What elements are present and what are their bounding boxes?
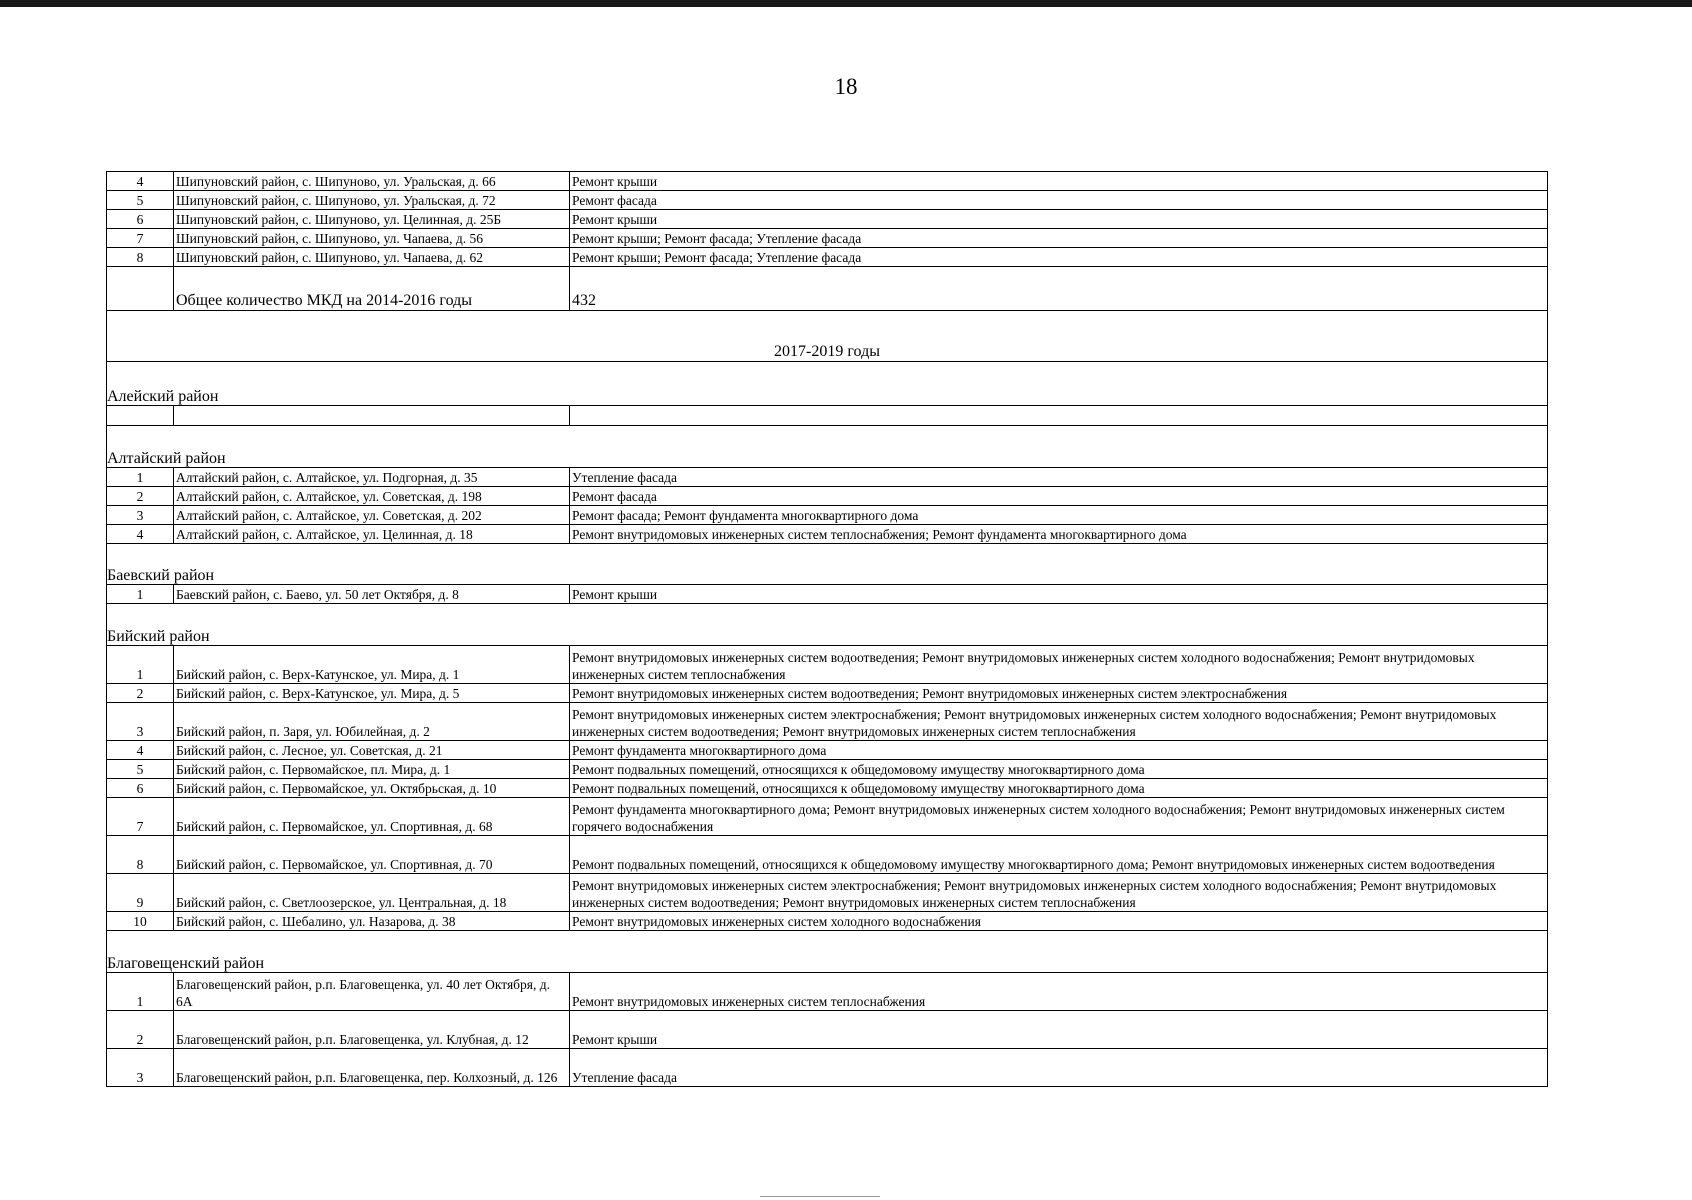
row-work: Ремонт крыши <box>570 210 1548 229</box>
row-work: Ремонт внутридомовых инженерных систем электроснабжения; Ремонт внутридомовых инженерных систем холодного водоснабжения; Ремонт внутридомовых инженерных систем водоотведения; Ремонт внутридомовых инженерных систем теплоснабжения <box>570 874 1548 912</box>
district-heading: Бийский район <box>107 604 1548 646</box>
row-number: 7 <box>107 798 174 836</box>
row-address: Бийский район, с. Светлоозерское, ул. Центральная, д. 18 <box>174 874 570 912</box>
district-row <box>107 544 1548 585</box>
row-address: Бийский район, с. Первомайское, пл. Мира, д. 1 <box>174 760 570 779</box>
housing-repair-table <box>106 171 1548 1087</box>
table-row <box>107 506 1548 525</box>
table-row <box>107 248 1548 267</box>
table-row <box>107 210 1548 229</box>
district-row <box>107 604 1548 646</box>
row-work: Ремонт подвальных помещений, относящихся к общедомовому имуществу многоквартирного дома <box>570 779 1548 798</box>
row-number: 1 <box>107 973 174 1011</box>
district-heading: Благовещенский район <box>107 931 1548 973</box>
row-address: Алтайский район, с. Алтайское, ул. Советская, д. 198 <box>174 487 570 506</box>
row-work: Ремонт крыши <box>570 585 1548 604</box>
scan-artifact-line <box>760 1196 880 1197</box>
row-address: Шипуновский район, с. Шипуново, ул. Уральская, д. 72 <box>174 191 570 210</box>
total-label: Общее количество МКД на 2014-2016 годы <box>174 267 570 311</box>
row-address: Алтайский район, с. Алтайское, ул. Советская, д. 202 <box>174 506 570 525</box>
row-number: 6 <box>107 779 174 798</box>
row-work: Ремонт фундамента многоквартирного дома <box>570 741 1548 760</box>
total-value: 432 <box>570 267 1548 311</box>
row-address: Благовещенский район, р.п. Благовещенка, ул. Клубная, д. 12 <box>174 1011 570 1049</box>
row-work: Ремонт фундамента многоквартирного дома; Ремонт внутридомовых инженерных систем холодного водоснабжения; Ремонт внутридомовых инженерных систем горячего водоснабжения <box>570 798 1548 836</box>
row-work: Ремонт подвальных помещений, относящихся к общедомовому имуществу многоквартирного дома; Ремонт внутридомовых инженерных систем водоотведения <box>570 836 1548 874</box>
row-number: 3 <box>107 703 174 741</box>
table-row <box>107 912 1548 931</box>
table-row <box>107 468 1548 487</box>
district-heading: Алтайский район <box>107 426 1548 468</box>
row-work: Ремонт внутридомовых инженерных систем холодного водоснабжения <box>570 912 1548 931</box>
row-work: Ремонт подвальных помещений, относящихся к общедомовому имуществу многоквартирного дома <box>570 760 1548 779</box>
row-number: 2 <box>107 1011 174 1049</box>
row-address: Благовещенский район, р.п. Благовещенка, ул. 40 лет Октября, д. 6А <box>174 973 570 1011</box>
row-address: Шипуновский район, с. Шипуново, ул. Целинная, д. 25Б <box>174 210 570 229</box>
table-row <box>107 191 1548 210</box>
total-empty-cell <box>107 267 174 311</box>
row-number: 3 <box>107 1049 174 1087</box>
row-work: Ремонт внутридомовых инженерных систем теплоснабжения <box>570 973 1548 1011</box>
district-heading: Алейский район <box>107 362 1548 406</box>
row-number: 10 <box>107 912 174 931</box>
row-work: Ремонт внутридомовых инженерных систем водоотведения; Ремонт внутридомовых инженерных систем холодного водоснабжения; Ремонт внутридомовых инженерных систем теплоснабжения <box>570 646 1548 684</box>
row-work: Ремонт крыши; Ремонт фасада; Утепление фасада <box>570 248 1548 267</box>
row-work: Ремонт крыши <box>570 1011 1548 1049</box>
row-number: 1 <box>107 646 174 684</box>
row-number: 4 <box>107 172 174 191</box>
table-row <box>107 684 1548 703</box>
row-number: 4 <box>107 525 174 544</box>
row-address: Алтайский район, с. Алтайское, ул. Целинная, д. 18 <box>174 525 570 544</box>
row-work: Утепление фасада <box>570 468 1548 487</box>
district-heading: Баевский район <box>107 544 1548 585</box>
row-number: 8 <box>107 248 174 267</box>
row-address: Алтайский район, с. Алтайское, ул. Подгорная, д. 35 <box>174 468 570 487</box>
table-row <box>107 1011 1548 1049</box>
table-row <box>107 585 1548 604</box>
table-row <box>107 836 1548 874</box>
table-row <box>107 646 1548 684</box>
row-address: Бийский район, с. Верх-Катунское, ул. Мира, д. 5 <box>174 684 570 703</box>
empty-row <box>107 406 1548 426</box>
row-number: 3 <box>107 506 174 525</box>
table-row <box>107 703 1548 741</box>
row-number: 4 <box>107 741 174 760</box>
row-work: Утепление фасада <box>570 1049 1548 1087</box>
row-address: Бийский район, с. Первомайское, ул. Октябрьская, д. 10 <box>174 779 570 798</box>
district-row <box>107 931 1548 973</box>
table-row <box>107 1049 1548 1087</box>
table-row <box>107 741 1548 760</box>
row-work: Ремонт фасада <box>570 487 1548 506</box>
row-address: Бийский район, с. Верх-Катунское, ул. Мира, д. 1 <box>174 646 570 684</box>
empty-cell <box>174 406 570 426</box>
row-number: 9 <box>107 874 174 912</box>
table-row <box>107 487 1548 506</box>
empty-cell <box>107 406 174 426</box>
row-number: 5 <box>107 760 174 779</box>
district-row <box>107 362 1548 406</box>
table-row <box>107 798 1548 836</box>
table-row <box>107 525 1548 544</box>
period-heading: 2017-2019 годы <box>107 311 1548 362</box>
row-address: Бийский район, с. Первомайское, ул. Спортивная, д. 68 <box>174 798 570 836</box>
row-number: 5 <box>107 191 174 210</box>
row-address: Бийский район, с. Первомайское, ул. Спортивная, д. 70 <box>174 836 570 874</box>
row-address: Благовещенский район, р.п. Благовещенка, пер. Колхозный, д. 126 <box>174 1049 570 1087</box>
row-address: Шипуновский район, с. Шипуново, ул. Чапаева, д. 62 <box>174 248 570 267</box>
row-work: Ремонт внутридомовых инженерных систем электроснабжения; Ремонт внутридомовых инженерных систем холодного водоснабжения; Ремонт внутридомовых инженерных систем водоотведения; Ремонт внутридомовых инженерных систем теплоснабжения <box>570 703 1548 741</box>
page-number: 18 <box>834 74 858 99</box>
row-work: Ремонт внутридомовых инженерных систем теплоснабжения; Ремонт фундамента многоквартирного дома <box>570 525 1548 544</box>
row-number: 7 <box>107 229 174 248</box>
table-row <box>107 229 1548 248</box>
row-work: Ремонт внутридомовых инженерных систем водоотведения; Ремонт внутридомовых инженерных систем электроснабжения <box>570 684 1548 703</box>
row-number: 1 <box>107 468 174 487</box>
row-address: Бийский район, с. Лесное, ул. Советская, д. 21 <box>174 741 570 760</box>
row-number: 2 <box>107 684 174 703</box>
row-address: Бийский район, с. Шебалино, ул. Назарова, д. 38 <box>174 912 570 931</box>
empty-cell <box>570 406 1548 426</box>
district-row <box>107 426 1548 468</box>
row-work: Ремонт крыши; Ремонт фасада; Утепление фасада <box>570 229 1548 248</box>
row-address: Шипуновский район, с. Шипуново, ул. Чапаева, д. 56 <box>174 229 570 248</box>
table-row <box>107 760 1548 779</box>
row-number: 6 <box>107 210 174 229</box>
row-address: Баевский район, с. Баево, ул. 50 лет Октября, д. 8 <box>174 585 570 604</box>
scan-top-border <box>0 0 1692 7</box>
total-row <box>107 267 1548 311</box>
row-work: Ремонт фасада <box>570 191 1548 210</box>
row-number: 2 <box>107 487 174 506</box>
row-address: Шипуновский район, с. Шипуново, ул. Уральская, д. 66 <box>174 172 570 191</box>
row-address: Бийский район, п. Заря, ул. Юбилейная, д. 2 <box>174 703 570 741</box>
table-row <box>107 874 1548 912</box>
row-work: Ремонт фасада; Ремонт фундамента многоквартирного дома <box>570 506 1548 525</box>
row-number: 8 <box>107 836 174 874</box>
table-row <box>107 779 1548 798</box>
row-work: Ремонт крыши <box>570 172 1548 191</box>
period-row <box>107 311 1548 362</box>
table-row <box>107 973 1548 1011</box>
row-number: 1 <box>107 585 174 604</box>
table-row <box>107 172 1548 191</box>
